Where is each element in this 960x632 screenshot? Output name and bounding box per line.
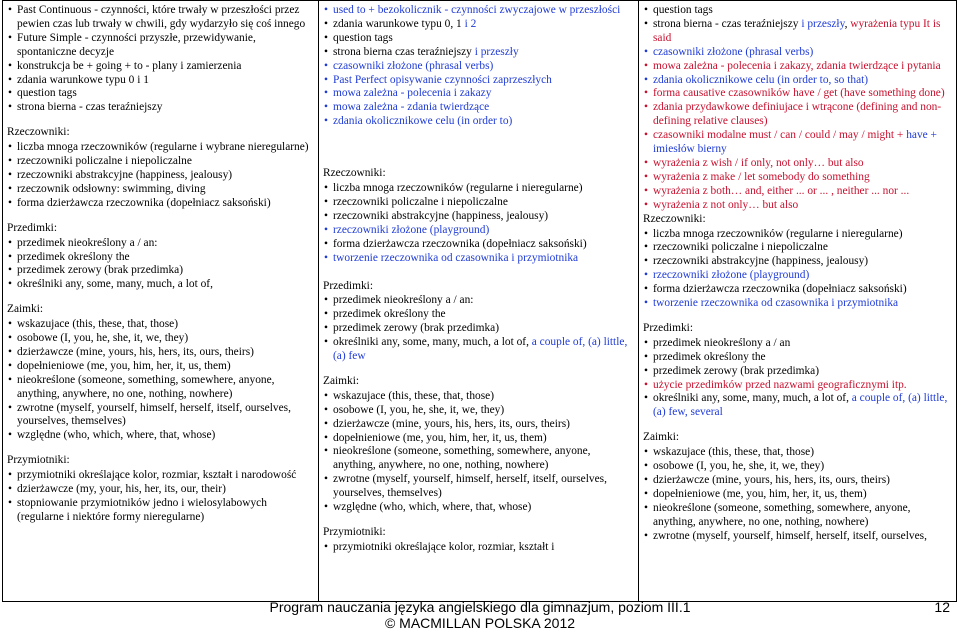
section-heading: Zaimki: <box>323 374 360 387</box>
list-item: • nieokreślone (someone, something, somewhere, anyone, anything, anywhere, no one, nothing, nowhere) <box>653 502 952 530</box>
list-item: • wskazujace (this, these, that, those) <box>653 446 952 460</box>
section-heading: Przedimki: <box>323 279 373 292</box>
column-level-3 <box>639 1 957 602</box>
section-heading: Przymiotniki: <box>7 454 70 467</box>
list-item: • rzeczownik odsłowny: swimming, diving <box>17 183 314 197</box>
list-item: • wyrażenia z wish / if only, not only… but also <box>653 157 952 171</box>
item-text-new: i 2 <box>464 17 477 30</box>
item-text: określniki any, some, many, much, a lot of, <box>333 336 532 349</box>
list-item: • stopniowanie przymiotników jedno i wielosylabowych (regularne i niektóre formy nieregularne) <box>17 497 314 525</box>
list-item: • względne (who, which, where, that, whose) <box>17 429 314 443</box>
list-item: • przedimek zerowy (brak przedimka) <box>333 322 634 336</box>
list-item: • wskazujace (this, these, that, those) <box>333 390 634 404</box>
list-item: • Past Perfect opisywanie czynności zaprzeszłych <box>333 74 634 88</box>
list-item <box>653 18 952 46</box>
list-item: • przedimek nieokreślony a / an <box>653 337 952 351</box>
list-item <box>333 336 634 364</box>
list-item: • Future Simple - czynności przyszłe, przewidywanie, spontaniczne decyzje <box>17 32 314 60</box>
item-text-new: i przeszły <box>801 17 845 30</box>
list-item: • rzeczowniki abstrakcyjne (happiness, jealousy) <box>653 255 952 269</box>
item-text: zdania warunkowe typu 0, 1 <box>333 17 465 30</box>
grammar-list <box>643 4 952 213</box>
section-heading: Rzeczowniki: <box>643 212 706 225</box>
section-heading: Przedimki: <box>7 221 57 234</box>
list-item: • przedimek określony the <box>17 251 314 265</box>
list-item: • mowa zależna - polecenia i zakazy, zdania twierdzące i pytania <box>653 60 952 74</box>
section-heading: Przymiotniki: <box>323 526 386 538</box>
list-item: • zwrotne (myself, yourself, himself, herself, itself, ourselves, <box>653 530 952 544</box>
list-item: • nieokreślone (someone, something, somewhere, anyone, anything, anywhere, no one, nothing, nowhere) <box>17 374 314 402</box>
list-item <box>333 46 634 60</box>
list-item: • czasowniki złożone (phrasal verbs) <box>333 60 634 74</box>
list-item: • zdania przydawkowe definiujace i wtrącone (defining and non-defining relative clauses) <box>653 101 952 129</box>
list-item: • użycie przedimków przed nazwami geograficznymi itp. <box>653 379 952 393</box>
item-text-new: i przeszły <box>474 45 519 58</box>
list-item: • przymiotniki określające kolor, rozmiar, kształt i <box>333 541 634 555</box>
list-item: • zwrotne (myself, yourself, himself, herself, itself, ourselves, yourselves, themselves) <box>333 473 634 501</box>
list-item: • wyrażenia z make / let somebody do something <box>653 171 952 185</box>
list-item: • zdania okolicznikowe celu (in order to, so that) <box>653 74 952 88</box>
curriculum-table <box>2 0 957 602</box>
list-item: • wyrażenia z both… and, either ... or ... , neither ... nor ... <box>653 185 952 199</box>
list-item: • określniki any, some, many, much, a lot of, <box>17 278 314 292</box>
list-item: • rzeczowniki abstrakcyjne (happiness, jealousy) <box>17 169 314 183</box>
list-item: • question tags <box>17 87 314 101</box>
section-heading: Zaimki: <box>643 431 680 444</box>
list-item: • zdania warunkowe typu 0 i 1 <box>17 74 314 88</box>
list-item: • forma causative czasowników have / get (have something done) <box>653 87 952 101</box>
list-item: • przymiotniki określające kolor, rozmiar, kształt i narodowość <box>17 469 314 483</box>
pronouns-list <box>323 390 634 515</box>
item-text: , <box>844 17 851 30</box>
list-item: • tworzenie rzeczownika od czasownika i przymiotnika <box>333 252 634 266</box>
list-item: • dzierżawcze (my, your, his, her, its, our, their) <box>17 483 314 497</box>
list-item: • konstrukcja be + going + to - plany i zamierzenia <box>17 60 314 74</box>
adjectives-list <box>323 541 634 555</box>
item-text-new: wyrażenia typu It is said <box>653 17 941 44</box>
section-heading: Zaimki: <box>7 303 44 316</box>
list-item: • dopełnieniowe (me, you, him, her, it, us, them) <box>333 432 634 446</box>
item-text: strona bierna - czas teraźniejszy <box>653 17 802 30</box>
list-item: • wyrażenia z not only… but also <box>653 199 952 213</box>
item-text-new: a couple of, (a) little,(a) few <box>333 336 628 363</box>
list-item: • liczba mnoga rzeczowników (regularne i nieregularne) <box>653 228 952 242</box>
list-item: • mowa zależna - polecenia i zakazy <box>333 87 634 101</box>
list-item: • przedimek określony the <box>333 308 634 322</box>
list-item: • liczba mnoga rzeczowników (regularne i wybrane nieregularne) <box>17 141 314 155</box>
list-item: • dzierżawcze (mine, yours, his, hers, its, ours, theirs) <box>333 418 634 432</box>
list-item: • rzeczowniki policzalne i niepoliczalne <box>653 241 952 255</box>
articles-list <box>7 237 314 293</box>
grammar-list <box>323 4 634 129</box>
list-item: • rzeczowniki złożone (playground) <box>653 269 952 283</box>
nouns-list <box>323 182 634 265</box>
list-item: • wskazujace (this, these, that, those) <box>17 318 314 332</box>
nouns-list <box>7 141 314 211</box>
list-item: • question tags <box>333 32 634 46</box>
list-item: • liczba mnoga rzeczowników (regularne i nieregularne) <box>333 182 634 196</box>
list-item: • czasowniki złożone (phrasal verbs) <box>653 46 952 60</box>
item-text: czasowniki modalne must / can / could / may / might + <box>653 129 907 142</box>
list-item <box>333 18 634 32</box>
item-text: strona bierna czas teraźniejszy <box>333 45 475 58</box>
list-item: • osobowe (I, you, he, she, it, we, they) <box>333 404 634 418</box>
list-item: • rzeczowniki złożone (playground) <box>333 224 634 238</box>
list-item: • przedimek nieokreślony a / an: <box>333 294 634 308</box>
list-item: • strona bierna - czas teraźniejszy <box>17 101 314 115</box>
footer-program-title: Program nauczania języka angielskiego dla gimnazjum, poziom III.1 <box>269 599 691 615</box>
list-item: • tworzenie rzeczownika od czasownika i przymiotnika <box>653 297 952 311</box>
list-item: • zdania okolicznikowe celu (in order to) <box>333 115 634 129</box>
item-text-new: a couple of, (a) little,(a) few, several <box>653 392 948 419</box>
nouns-list <box>643 228 952 311</box>
list-item: • przedimek zerowy (brak przedimka) <box>653 365 952 379</box>
list-item: • used to + bezokolicznik - czynności zwyczajowe w przeszłości <box>333 4 634 18</box>
section-heading: Przedimki: <box>643 321 693 334</box>
page-number: 12 <box>934 599 950 615</box>
list-item: • nieokreślone (someone, something, somewhere, anyone, anything, anywhere, no one, nothing, nowhere) <box>333 445 634 473</box>
grammar-list <box>7 4 314 115</box>
list-item <box>653 129 952 157</box>
list-item: • forma dzierżawcza rzeczownika (dopełniacz saksoński) <box>653 283 952 297</box>
list-item: • mowa zależna - zdania twierdzące <box>333 101 634 115</box>
item-text: określniki any, some, many, much, a lot of, <box>653 392 852 405</box>
list-item: • przedimek nieokreślony a / an: <box>17 237 314 251</box>
list-item: • przedimek określony the <box>653 351 952 365</box>
list-item: • rzeczowniki policzalne i niepoliczalne <box>333 196 634 210</box>
list-item: • rzeczowniki policzalne i niepoliczalne <box>17 155 314 169</box>
list-item: • rzeczowniki abstrakcyjne (happiness, jealousy) <box>333 210 634 224</box>
list-item: • Past Continuous - czynności, które trwały w przeszłości przez pewien czas lub trwały w chwili, gdy wydarzyło się coś innego <box>17 4 314 32</box>
list-item: • question tags <box>653 4 952 18</box>
list-item: • forma dzierżawcza rzeczownika (dopełniacz saksoński) <box>333 238 634 252</box>
list-item: • zwrotne (myself, yourself, himself, herself, itself, ourselves, yourselves, themselves) <box>17 402 314 430</box>
adjectives-list <box>7 469 314 525</box>
articles-list <box>643 337 952 420</box>
list-item: • forma dzierżawcza rzeczownika (dopełniacz saksoński) <box>17 197 314 211</box>
item-text-new: have + imiesłów bierny <box>653 129 937 156</box>
pronouns-list <box>7 318 314 443</box>
column-level-2 <box>319 1 639 602</box>
list-item: • dzierżawcze (mine, yours, his, hers, its, ours, theirs) <box>653 474 952 488</box>
list-item <box>653 392 952 420</box>
list-item: • dopełnieniowe (me, you, him, her, it, us, them) <box>653 488 952 502</box>
list-item: • osobowe (I, you, he, she, it, we, they) <box>17 332 314 346</box>
list-item: • dopełnieniowe (me, you, him, her, it, us, them) <box>17 360 314 374</box>
list-item: • osobowe (I, you, he, she, it, we, they) <box>653 460 952 474</box>
articles-list <box>323 294 634 364</box>
list-item: • względne (who, which, where, that, whose) <box>333 501 634 515</box>
column-level-1 <box>3 1 319 602</box>
footer-copyright: © MACMILLAN POLSKA 2012 <box>384 615 576 631</box>
section-heading: Rzeczowniki: <box>323 167 386 180</box>
pronouns-list <box>643 446 952 543</box>
list-item: • przedimek zerowy (brak przedimka) <box>17 264 314 278</box>
list-item: • dzierżawcze (mine, yours, his, hers, its, ours, theirs) <box>17 346 314 360</box>
section-heading: Rzeczowniki: <box>7 126 70 139</box>
